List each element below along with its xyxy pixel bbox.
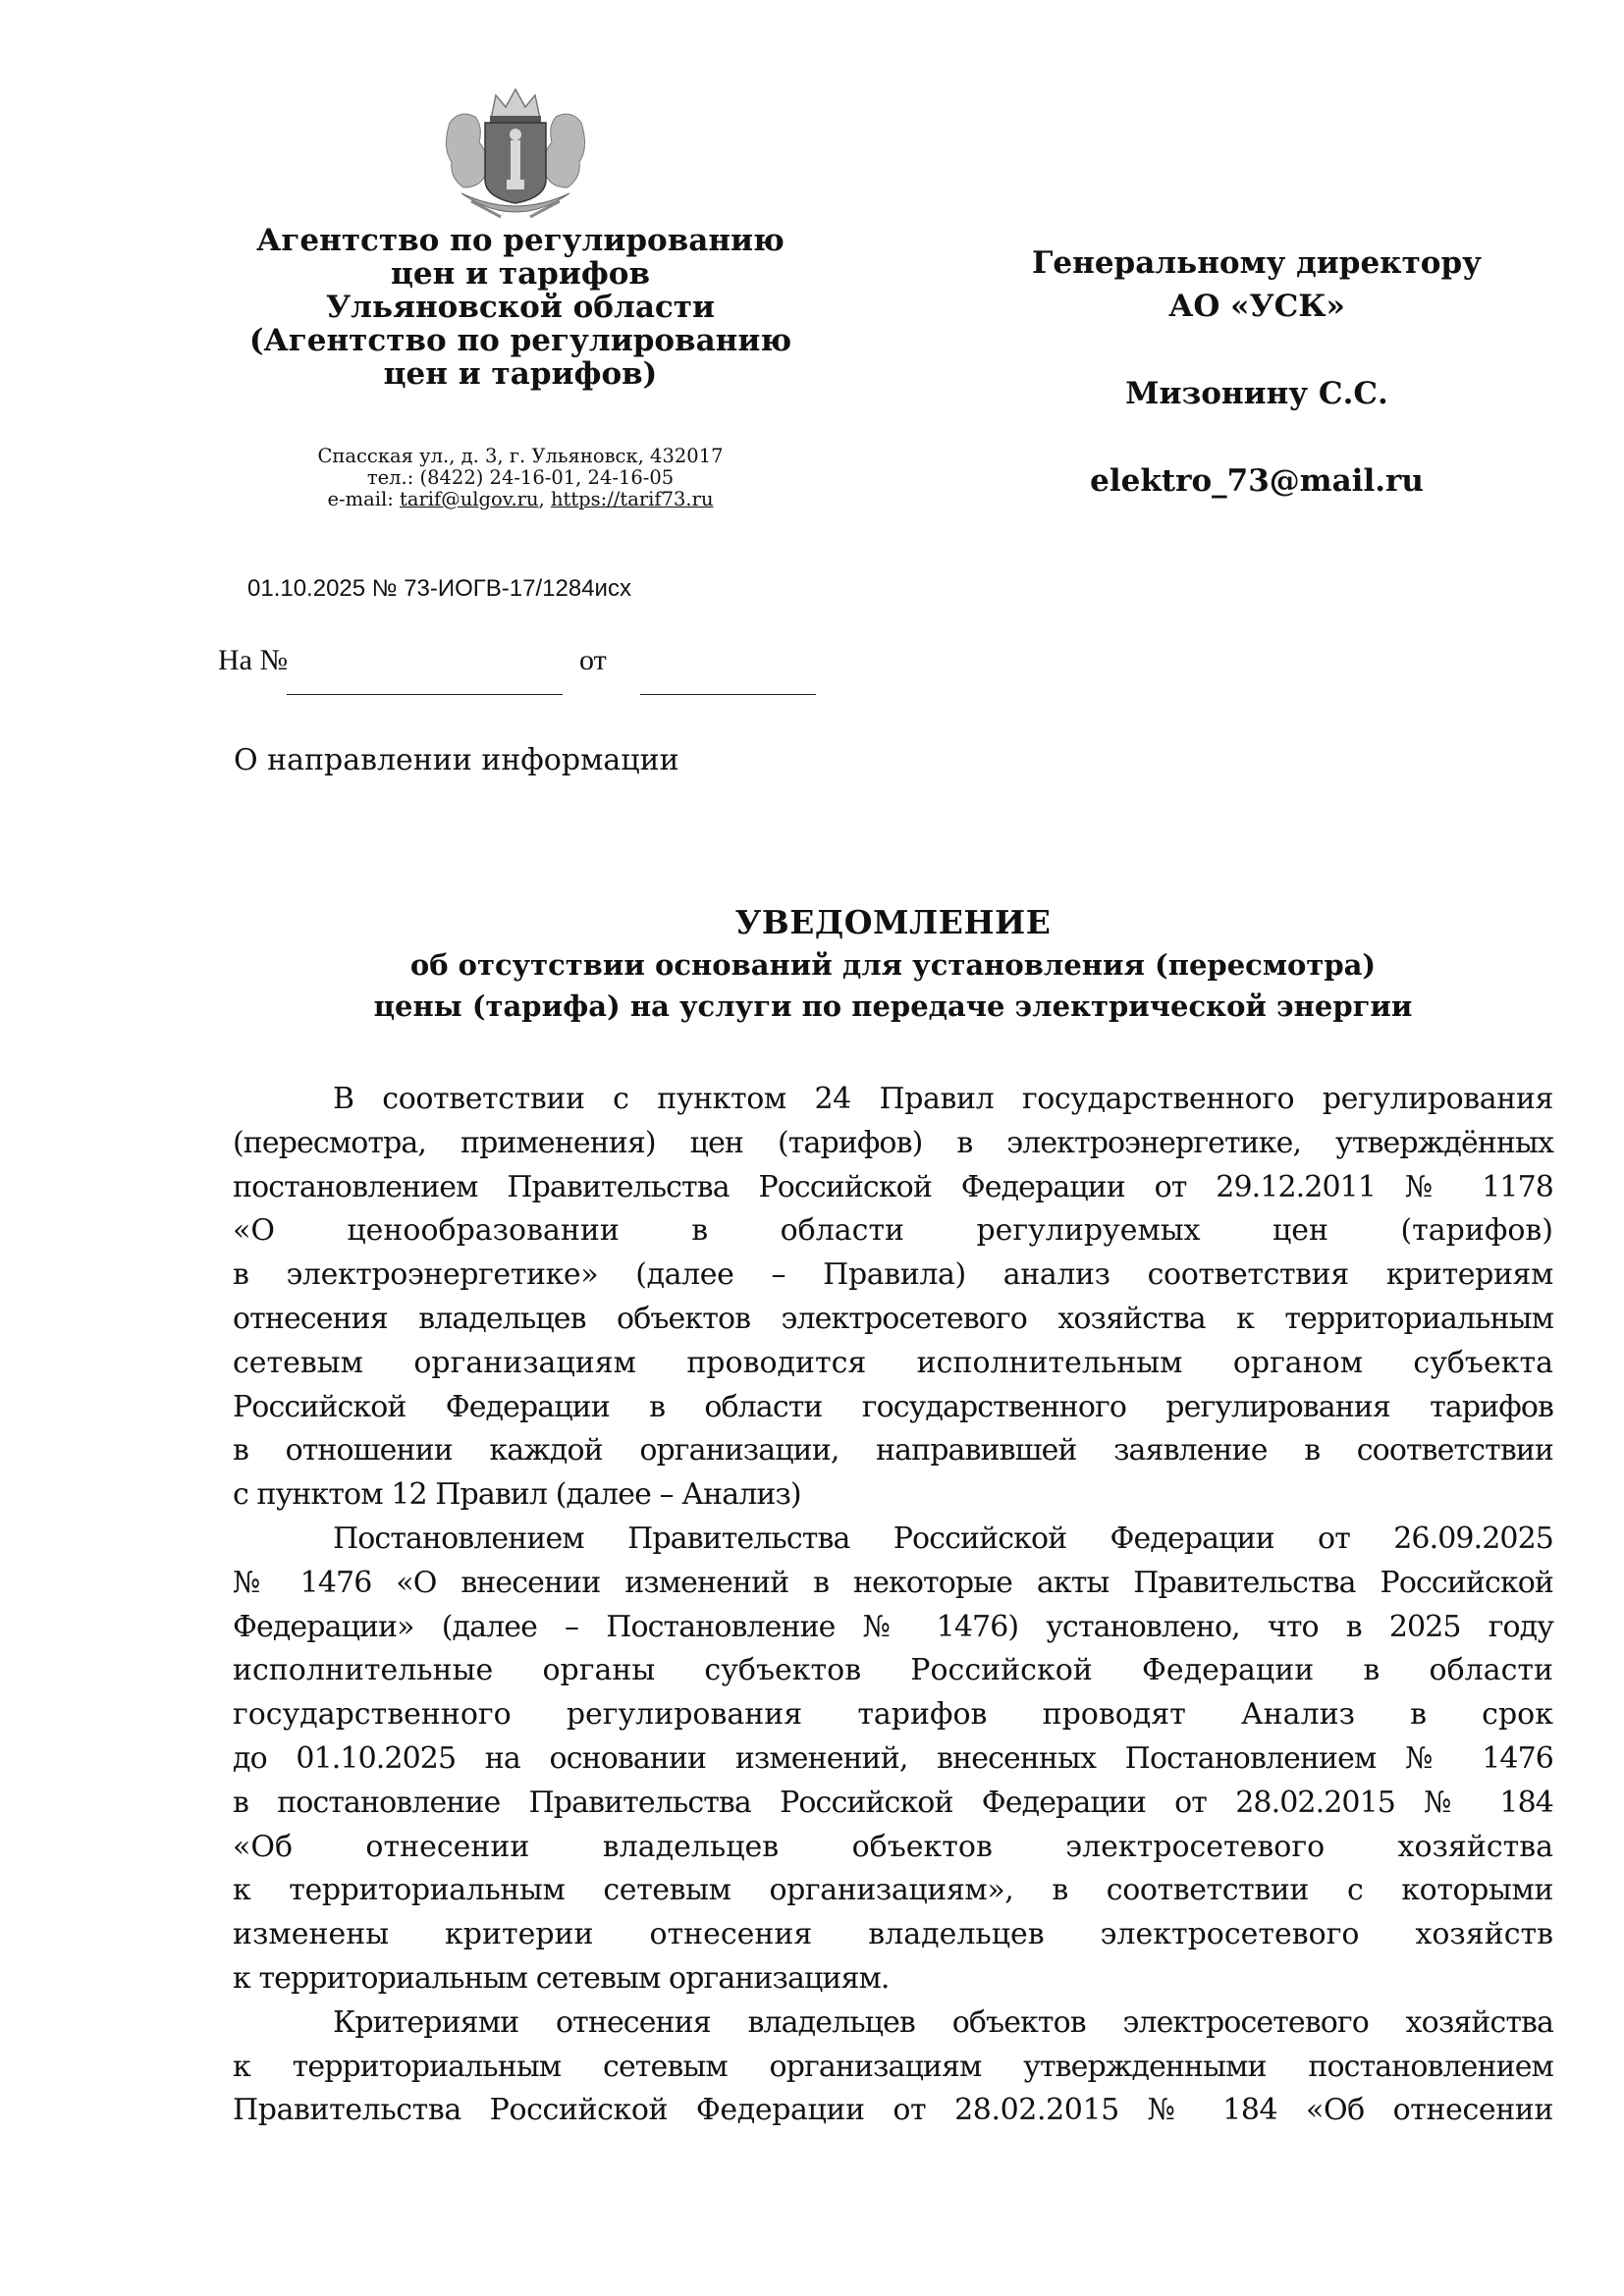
sender-website-link[interactable]: https://tarif73.ru	[550, 488, 714, 510]
text-line: в электроэнергетике» (далее – Правила) анализ соответствия критериям	[233, 1257, 1553, 1293]
text-line: до 01.10.2025 на основании изменений, внесенных Постановлением № 1476	[233, 1740, 1553, 1776]
text-line: «О ценообразовании в области регулируемых цен (тарифов)	[233, 1213, 1553, 1249]
text-line: с пунктом 12 Правил (далее – Анализ)	[233, 1477, 801, 1513]
document-title	[233, 901, 1553, 1027]
text-line: к территориальным сетевым организациям.	[233, 1960, 890, 1996]
sender-contacts	[255, 446, 785, 510]
document-body	[233, 1078, 1553, 2133]
recipient-email: elektro_73@mail.ru	[1090, 463, 1424, 499]
text-line: № 1476 «О внесении изменений в некоторые акты Правительства Российской	[233, 1565, 1553, 1600]
separator: ,	[538, 488, 551, 510]
paragraph	[233, 1078, 1553, 1518]
registration-number: 01.10.2025 № 73-ИОГВ-17/1284исх	[247, 575, 631, 602]
sender-web-line	[255, 489, 785, 510]
org-name-line: цен и тарифов)	[383, 356, 658, 392]
text-line: Критериями отнесения владельцев объектов электросетевого хозяйства	[333, 2004, 1553, 2040]
recipient-name: Мизонину С.С.	[1125, 376, 1388, 411]
reply-from-date-field	[640, 694, 816, 695]
org-name-line: Агентство по регулированию	[256, 223, 785, 258]
letter-subject: О направлении информации	[234, 743, 679, 777]
text-line: государственного регулирования тарифов проводят Анализ в срок	[233, 1697, 1553, 1733]
text-line: Правительства Российской Федерации от 28.02.2015 № 184 «Об отнесении	[233, 2093, 1553, 2128]
text-line: изменены критерии отнесения владельцев электросетевого хозяйств	[233, 1917, 1553, 1952]
text-line: (пересмотра, применения) цен (тарифов) в электроэнергетике, утверждённых	[233, 1125, 1553, 1160]
recipient-position: Генеральному директору	[1032, 245, 1482, 281]
text-line: постановлением Правительства Российской Федерации от 29.12.2011 № 1178	[233, 1169, 1553, 1204]
title-line-2: цены (тарифа) на услуги по передаче электрической энергии	[373, 989, 1413, 1023]
text-line: в отношении каждой организации, направившей заявление в соответствии	[233, 1433, 1553, 1468]
org-name-line: Ульяновской области	[326, 290, 715, 325]
reply-to-number-field	[287, 694, 563, 695]
text-line: В соответствии с пунктом 24 Правил государственного регулирования	[333, 1082, 1553, 1116]
coat-of-arms-icon	[442, 83, 589, 221]
sender-email-link[interactable]: tarif@ulgov.ru	[399, 488, 539, 510]
org-name-line: цен и тарифов	[390, 256, 651, 292]
reply-from-label: от	[579, 644, 607, 676]
recipient-company: АО «УСК»	[1168, 289, 1345, 324]
text-line: Постановлением Правительства Российской Федерации от 26.09.2025	[333, 1521, 1553, 1556]
text-line: Российской Федерации в области государственного регулирования тарифов	[233, 1389, 1553, 1424]
email-label: e-mail:	[327, 488, 400, 510]
text-line: «Об отнесении владельцев объектов электросетевого хозяйства	[233, 1829, 1553, 1864]
title-main: УВЕДОМЛЕНИЕ	[734, 903, 1052, 941]
recipient-block	[1011, 241, 1502, 503]
text-line: сетевым организациям проводится исполнительным органом субъекта	[233, 1345, 1553, 1380]
reply-to-label: На №	[218, 644, 289, 676]
text-line: отнесения владельцев объектов электросетевого хозяйства к территориальным	[233, 1301, 1553, 1336]
text-line: к территориальным сетевым организациям утвержденными постановлением	[233, 2049, 1553, 2084]
title-line-1: об отсутствии оснований для установления (пересмотра)	[409, 948, 1377, 982]
paragraph	[233, 2002, 1553, 2133]
sender-organization	[226, 224, 815, 391]
text-line: в постановление Правительства Российской Федерации от 28.02.2015 № 184	[233, 1785, 1553, 1820]
text-line: Федерации» (далее – Постановление № 1476) установлено, что в 2025 году	[233, 1609, 1553, 1644]
sender-phone: тел.: (8422) 24-16-01, 24-16-05	[366, 466, 675, 489]
text-line: к территориальным сетевым организациям», в соответствии с которыми	[233, 1873, 1553, 1908]
org-name-line: (Агентство по регулированию	[248, 323, 792, 358]
text-line: исполнительные органы субъектов Российской Федерации в области	[233, 1653, 1553, 1688]
sender-address: Спасская ул., д. 3, г. Ульяновск, 432017	[317, 445, 724, 467]
paragraph	[233, 1518, 1553, 2002]
